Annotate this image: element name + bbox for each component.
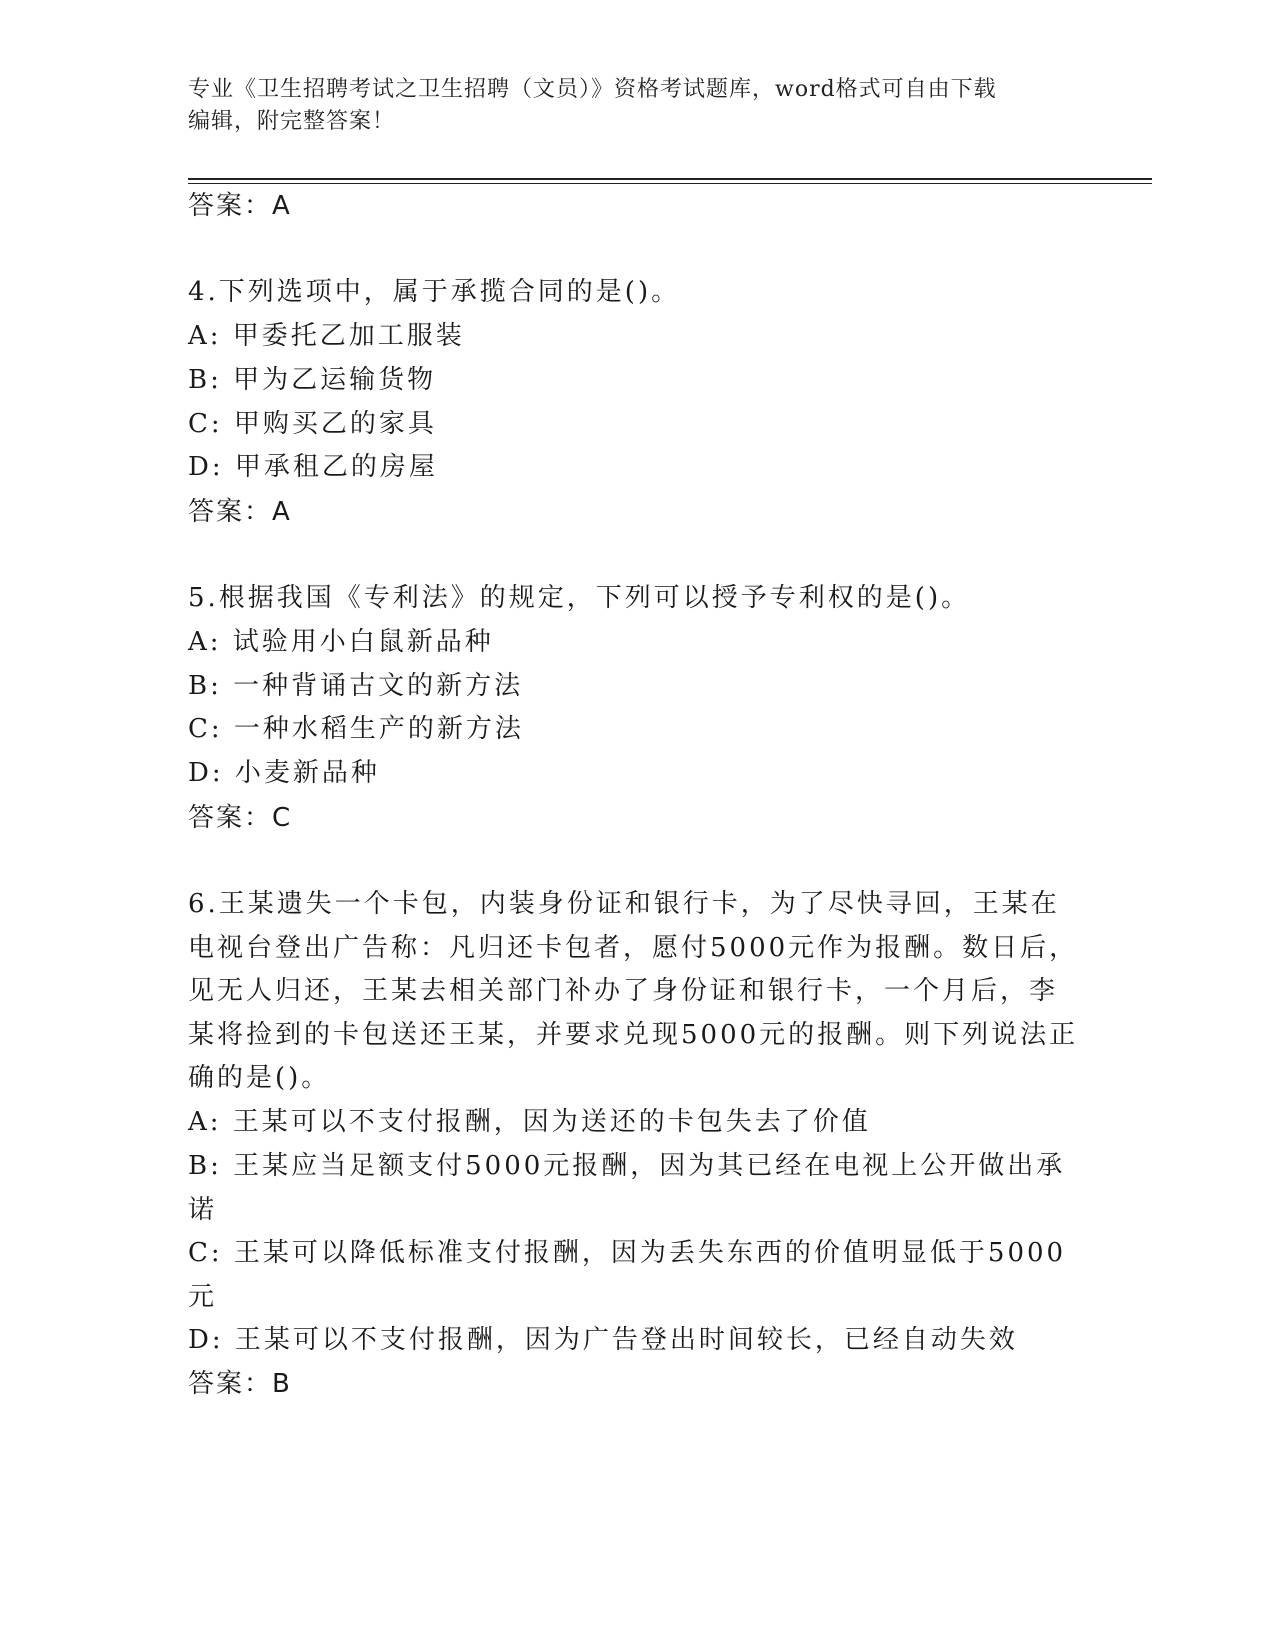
question-6-option-c-line-2: 元 <box>188 1282 218 1312</box>
question-6-option-b-line-1: B: 王某应当足额支付5000元报酬，因为其已经在电视上公开做出承 <box>188 1151 1066 1181</box>
question-5-option-c: C: 一种水稻生产的新方法 <box>188 714 524 744</box>
header-divider-thick <box>188 178 1152 180</box>
question-4-option-d: D: 甲承租乙的房屋 <box>188 452 438 482</box>
header-line-1: 专业《卫生招聘考试之卫生招聘（文员）》资格考试题库，word格式可自由下载 <box>188 77 997 102</box>
question-6-answer: 答案：B <box>188 1369 292 1399</box>
question-6-stem-line-3: 见无人归还，王某去相关部门补办了身份证和银行卡，一个月后，李 <box>188 976 1059 1006</box>
question-4-option-b: B: 甲为乙运输货物 <box>188 365 437 395</box>
question-6-option-a: A: 王某可以不支付报酬，因为送还的卡包失去了价值 <box>188 1107 871 1137</box>
question-6-stem-line-1: 6.王某遗失一个卡包，内装身份证和银行卡，为了尽快寻回，王某在 <box>188 889 1060 919</box>
question-6-option-d: D: 王某可以不支付报酬，因为广告登出时间较长，已经自动失效 <box>188 1325 1018 1355</box>
answer-prev: 答案：A <box>188 191 292 221</box>
question-5-stem: 5.根据我国《专利法》的规定，下列可以授予专利权的是()。 <box>188 583 971 613</box>
question-6-option-c-line-1: C: 王某可以降低标准支付报酬，因为丢失东西的价值明显低于5000 <box>188 1238 1067 1268</box>
question-6-stem-line-2: 电视台登出广告称：凡归还卡包者，愿付5000元作为报酬。数日后， <box>188 933 1079 963</box>
question-4-answer: 答案：A <box>188 497 292 527</box>
question-4-option-c: C: 甲购买乙的家具 <box>188 409 437 439</box>
question-5-option-d: D: 小麦新品种 <box>188 758 380 788</box>
document-header <box>188 74 1088 138</box>
question-6-stem-line-5: 确的是()。 <box>188 1063 331 1093</box>
question-5-option-b: B: 一种背诵古文的新方法 <box>188 671 524 701</box>
header-divider-thin <box>188 183 1152 184</box>
header-line-2: 编辑，附完整答案！ <box>188 109 396 134</box>
question-4-option-a: A: 甲委托乙加工服装 <box>188 321 465 351</box>
question-4-stem: 4.下列选项中，属于承揽合同的是()。 <box>188 277 681 307</box>
question-5-option-a: A: 试验用小白鼠新品种 <box>188 627 494 657</box>
question-6-stem-line-4: 某将捡到的卡包送还王某，并要求兑现5000元的报酬。则下列说法正 <box>188 1020 1079 1050</box>
question-6-option-b-line-2: 诺 <box>188 1195 218 1225</box>
question-5-answer: 答案：C <box>188 803 293 833</box>
